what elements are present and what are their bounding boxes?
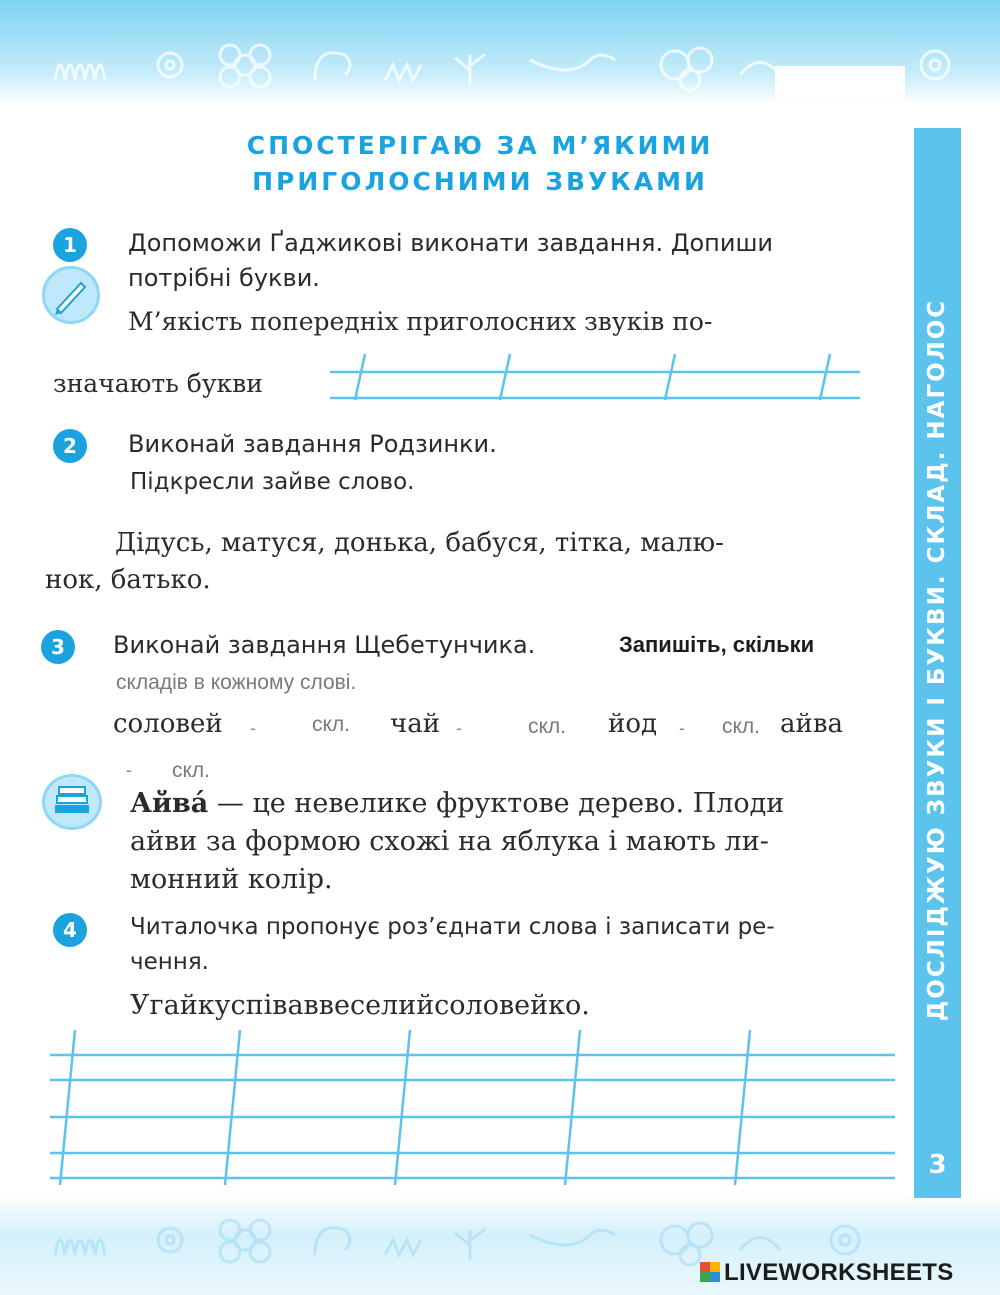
liveworksheets-watermark (700, 1259, 1000, 1289)
task2-words-line2[interactable]: нок, батько. (45, 565, 211, 595)
dash: - (126, 760, 132, 780)
dash: - (456, 718, 462, 738)
task4-sentence: Угайкуспіваввеселийсоловейко. (130, 990, 590, 1021)
watermark-text: LIVEWORKSHEETS (724, 1259, 954, 1286)
task-number-1: 1 (53, 228, 87, 262)
word-chai: чай (390, 709, 441, 739)
task3-instruction-prefix: Виконай завдання Щебетунчика. (113, 631, 536, 659)
chapter-title: ДОСЛІДЖУЮ ЗВУКИ І БУКВИ. СКЛАД. НАГОЛОС (924, 298, 950, 1022)
pen-icon (42, 266, 100, 324)
dash: - (679, 718, 685, 738)
page-number: 3 (928, 1150, 947, 1180)
task1-rule-line1: М’якість попередніх приголосних звуків по- (128, 307, 713, 336)
dash: - (250, 718, 256, 738)
task-number-2: 2 (53, 429, 87, 463)
word-yod: йод (608, 709, 657, 739)
note-line1-rest: — це невелике фруктове дерево. Плоди (208, 788, 785, 819)
answer-line-task1[interactable] (325, 352, 865, 404)
page-title-line1: СПОСТЕРІГАЮ ЗА М’ЯКИМИ (246, 131, 714, 160)
task4-instruction-line1: Читалочка пропонує роз’єднати слова і записати ре- (130, 914, 775, 940)
task2-instruction-line2: Підкресли зайве слово. (130, 469, 415, 495)
page-title (180, 128, 780, 200)
blank-label-box (775, 66, 905, 102)
syllable-unit: скл. (312, 713, 351, 736)
task2-instruction-line1: Виконай завдання Родзинки. (128, 430, 497, 458)
task2-words-line1[interactable]: Дідусь, матуся, донька, бабуся, тітка, малю- (115, 528, 724, 558)
answer-lines-task4[interactable] (45, 1025, 900, 1190)
task-number-4: 4 (53, 913, 87, 947)
task4-instruction-line2: чення. (130, 949, 209, 975)
note-line2: айви за формою схожі на яблука і мають ли- (130, 826, 769, 857)
note-term: Айва́ (130, 788, 209, 819)
liveworksheets-logo-icon (700, 1262, 720, 1282)
task1-instruction-line1: Допоможи Ґаджикові виконати завдання. Допиши (128, 229, 774, 257)
page-title-line2: ПРИГОЛОСНИМИ ЗВУКАМИ (252, 167, 708, 196)
note-line3: монний колір. (130, 864, 333, 895)
task1-instruction-line2: потрібні букви. (128, 264, 320, 292)
note-line1 (130, 788, 784, 819)
task-number-3: 3 (41, 630, 75, 664)
task3-instruction-line2: складів в кожному слові. (116, 671, 357, 694)
task1-rule-line2: значають букви (53, 369, 263, 398)
word-aiva: айва (780, 709, 843, 739)
book-stack-icon (42, 774, 102, 830)
syllable-unit: скл. (172, 759, 211, 782)
syllable-unit: скл. (722, 715, 761, 738)
syllable-unit: скл. (528, 715, 567, 738)
top-decor-band (0, 0, 1000, 105)
word-soloveі: соловей (113, 709, 223, 739)
task3-instruction-text: Запишіть, скільки (619, 632, 815, 657)
